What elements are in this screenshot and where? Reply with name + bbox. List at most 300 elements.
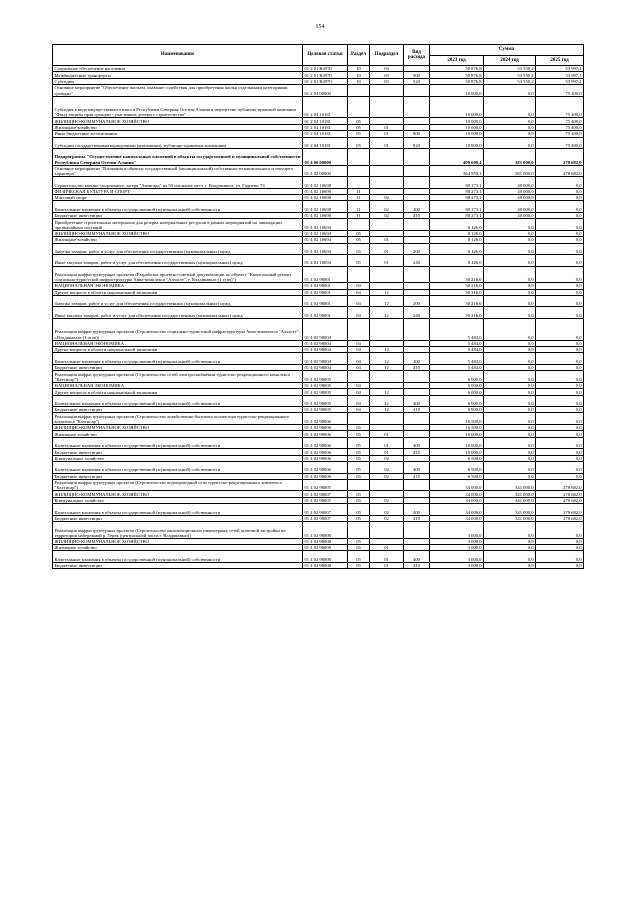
row-sum-2025: 0,0: [536, 395, 584, 407]
row-subsection: 01: [370, 562, 404, 568]
row-article: 01 4 02 98005: [303, 371, 348, 383]
row-sum-2023: 10 000,0: [430, 437, 484, 449]
row-sum-2025: 0,0: [536, 295, 584, 307]
row-sum-2023: 3 000,0: [430, 562, 484, 568]
row-subsection: [370, 479, 404, 491]
row-section: [348, 266, 370, 283]
row-name: Капитальные вложения в объекты государственной (муниципальной) собственности: [53, 201, 303, 213]
row-name: Другие вопросы в области национальной экономики: [53, 289, 303, 295]
row-name: Реализация инфраструктурных проектов (Строительство социально-туристской инфраструктуры Авиа-комплекса "Алхасте", г.Владикавказ (1 этап)): [53, 318, 303, 340]
row-section: 11: [348, 188, 370, 194]
header-2024: 2024 год: [484, 56, 536, 66]
row-subsection: [370, 522, 404, 539]
table-row: [53, 165, 584, 177]
row-name: Строительство военно-спортивного лагеря "Авангард" на 50 спальных мест, г. Владикавказ, ул. Гадиева, 73: [53, 177, 303, 189]
row-name: Бюджетные инвестиции: [53, 473, 303, 479]
row-sum-2025: 0,0: [536, 473, 584, 479]
row-sum-2025: 0,0: [536, 371, 584, 383]
row-section: [348, 149, 370, 166]
row-subsection: 01: [370, 437, 404, 449]
row-sum-2023: 88 273,1: [430, 195, 484, 201]
row-section: 05: [348, 455, 370, 461]
row-section: 04: [348, 389, 370, 395]
row-name: ЖИЛИЩНО-КОММУНАЛЬНОЕ ХОЗЯЙСТВО: [53, 538, 303, 544]
row-expense-type: 200: [404, 243, 430, 255]
row-section: 05: [348, 437, 370, 449]
row-sum-2025: 0,0: [536, 195, 584, 201]
row-sum-2025: 0,0: [536, 424, 584, 430]
row-sum-2025: 0,0: [536, 389, 584, 395]
row-article: 01 4 02 10694: [303, 243, 348, 255]
row-sum-2025: 0,0: [536, 353, 584, 365]
row-subsection: 12: [370, 307, 404, 319]
row-sum-2025: 75 400,0: [536, 137, 584, 149]
row-expense-type: 410: [404, 449, 430, 455]
row-sum-2023: 10 000,0: [430, 96, 484, 118]
row-sum-2025: 278 682,0: [536, 491, 584, 497]
table-row: [53, 551, 584, 563]
row-sum-2024: 0,0: [484, 413, 536, 425]
row-subsection: 03: [370, 72, 404, 78]
row-sum-2025: 75 400,0: [536, 96, 584, 118]
row-section: 04: [348, 353, 370, 365]
row-name: Субсидии: [53, 78, 303, 84]
row-name: Закупка товаров, работ и услуг для обеспечения государственных (муниципальных) нужд: [53, 295, 303, 307]
row-article: 01 4 02 98008: [303, 522, 348, 539]
row-name: Подпрограмма "Осуществление капитальных вложений в объекты государственной и муниципальной собственности Республики Северная Осетия-Алания": [53, 149, 303, 166]
row-sum-2023: 8 126,0: [430, 255, 484, 267]
row-sum-2023: 10 000,0: [430, 124, 484, 130]
row-subsection: 01: [370, 255, 404, 267]
row-sum-2024: 0,0: [484, 243, 536, 255]
row-name: ЖИЛИЩНО-КОММУНАЛЬНОЕ ХОЗЯЙСТВО: [53, 491, 303, 497]
row-sum-2023: 6 500,0: [430, 473, 484, 479]
row-sum-2025: 278 682,0: [536, 479, 584, 491]
row-article: 01 4 02 98004: [303, 340, 348, 346]
row-article: 01 4 02 98006: [303, 462, 348, 474]
row-expense-type: 410: [404, 212, 430, 218]
row-section: 05: [348, 551, 370, 563]
row-sum-2023: 409 608,4: [430, 149, 484, 166]
row-subsection: 02: [370, 195, 404, 201]
row-subsection: 01: [370, 237, 404, 243]
row-name: Бюджетные инвестиции: [53, 449, 303, 455]
row-article: 01 4 02 98004: [303, 318, 348, 340]
row-expense-type: 200: [404, 295, 430, 307]
row-expense-type: [404, 318, 430, 340]
row-expense-type: 240: [404, 255, 430, 267]
row-article: 01 4 02 10694: [303, 255, 348, 267]
row-article: 01 4 02 98008: [303, 562, 348, 568]
row-sum-2025: 0,0: [536, 177, 584, 189]
row-sum-2023: 88 273,1: [430, 188, 484, 194]
row-section: 05: [348, 473, 370, 479]
row-article: 01 4 02 98006: [303, 473, 348, 479]
row-section: 11: [348, 195, 370, 201]
row-sum-2023: 50 876,8: [430, 78, 484, 84]
row-article: 01 4 02 10698: [303, 177, 348, 189]
row-article: 01 2 04 10181: [303, 96, 348, 118]
row-sum-2025: 0,0: [536, 538, 584, 544]
row-section: 10: [348, 72, 370, 78]
row-name: Массовый спорт: [53, 195, 303, 201]
row-section: 04: [348, 340, 370, 346]
row-section: 05: [348, 562, 370, 568]
row-name: Основное мероприятие "Вложения в объекты государственной (муниципальной) собственности капитального и текущего характера": [53, 165, 303, 177]
row-expense-type: [404, 85, 430, 97]
row-name: Другие вопросы в области национальной экономики: [53, 389, 303, 395]
row-expense-type: 400: [404, 353, 430, 365]
row-name: Реализация инфраструктурных проектов (Строительство водопроводной сети туристско-рекреационного комплекса "Кахтисар"): [53, 479, 303, 491]
row-sum-2023: 6 500,0: [430, 455, 484, 461]
row-name: Бюджетные инвестиции: [53, 562, 303, 568]
row-article: 01 4 02 98005: [303, 407, 348, 413]
table-row: [53, 96, 584, 118]
row-article: 01 4 02 98007: [303, 515, 348, 521]
row-subsection: 12: [370, 364, 404, 370]
table-row: [53, 353, 584, 365]
row-sum-2025: 0,0: [536, 455, 584, 461]
row-name: Субсидии государственным корпорациям (компаниям), публично-правовым компаниям: [53, 137, 303, 149]
row-expense-type: 400: [404, 437, 430, 449]
row-sum-2025: 75 400,0: [536, 85, 584, 97]
row-sum-2024: 0,0: [484, 437, 536, 449]
row-sum-2024: 341 000,0: [484, 479, 536, 491]
row-sum-2024: 0,0: [484, 283, 536, 289]
row-article: 01 4 02 10698: [303, 195, 348, 201]
row-sum-2024: 0,0: [484, 255, 536, 267]
header-2025: 2025 год: [536, 56, 584, 66]
row-sum-2025: 0,0: [536, 318, 584, 340]
row-section: 05: [348, 230, 370, 236]
row-sum-2023: 5 484,0: [430, 318, 484, 340]
row-article: 01 4 02 98006: [303, 437, 348, 449]
row-sum-2025: 53 997,1: [536, 66, 584, 72]
row-subsection: 12: [370, 389, 404, 395]
row-sum-2023: 8 126,0: [430, 219, 484, 231]
row-sum-2024: 0,0: [484, 347, 536, 353]
row-name: Социальное обеспечение населения: [53, 66, 303, 72]
row-name: Иные закупки товаров, работ и услуг для обеспечения государственных (муниципальных) нужд: [53, 307, 303, 319]
row-name: Другие вопросы в области национальной экономики: [53, 347, 303, 353]
row-section: 04: [348, 307, 370, 319]
row-article: 01 4 02 98008: [303, 551, 348, 563]
row-sum-2024: 0,0: [484, 522, 536, 539]
row-name: Жилищное хозяйство: [53, 237, 303, 243]
table-row: [53, 243, 584, 255]
row-sum-2024: 0,0: [484, 353, 536, 365]
row-expense-type: 410: [404, 473, 430, 479]
row-section: 05: [348, 255, 370, 267]
row-sum-2023: 5 484,0: [430, 340, 484, 346]
row-sum-2025: 0,0: [536, 562, 584, 568]
row-name: Иные закупки товаров, работ и услуг для обеспечения государственных (муниципальных) нужд: [53, 255, 303, 267]
row-sum-2023: 6 500,0: [430, 462, 484, 474]
row-sum-2025: 0,0: [536, 201, 584, 213]
row-sum-2024: 0,0: [484, 295, 536, 307]
row-subsection: 01: [370, 124, 404, 130]
row-sum-2023: 8 126,0: [430, 230, 484, 236]
row-section: 05: [348, 538, 370, 544]
row-section: [348, 85, 370, 97]
row-sum-2023: 6 000,0: [430, 395, 484, 407]
table-row: [53, 413, 584, 425]
row-sum-2023: 8 126,0: [430, 243, 484, 255]
row-section: [348, 479, 370, 491]
table-row: [53, 395, 584, 407]
row-name: ЖИЛИЩНО-КОММУНАЛЬНОЕ ХОЗЯЙСТВО: [53, 230, 303, 236]
row-sum-2024: 0,0: [484, 449, 536, 455]
row-section: 05: [348, 137, 370, 149]
row-subsection: 12: [370, 347, 404, 353]
row-sum-2023: 34 000,0: [430, 515, 484, 521]
row-expense-type: [404, 96, 430, 118]
row-name: ЖИЛИЩНО-КОММУНАЛЬНОЕ ХОЗЯЙСТВО: [53, 424, 303, 430]
row-sum-2025: 75 400,0: [536, 124, 584, 130]
row-sum-2024: 0,0: [484, 389, 536, 395]
row-expense-type: 410: [404, 515, 430, 521]
row-sum-2025: 278 682,0: [536, 504, 584, 516]
row-article: 01 2 01 R4970: [303, 66, 348, 72]
row-article: 01 4 02 10694: [303, 237, 348, 243]
row-sum-2023: 5 484,0: [430, 347, 484, 353]
row-sum-2025: 0,0: [536, 364, 584, 370]
row-sum-2023: 3 000,0: [430, 551, 484, 563]
table-row: [53, 522, 584, 539]
table-row: [53, 85, 584, 97]
row-sum-2024: 0,0: [484, 462, 536, 474]
row-section: [348, 177, 370, 189]
row-sum-2023: 5 484,0: [430, 364, 484, 370]
row-section: 05: [348, 449, 370, 455]
row-subsection: 02: [370, 473, 404, 479]
table-row: [53, 504, 584, 516]
row-sum-2024: 0,0: [484, 455, 536, 461]
row-sum-2024: 341 000,0: [484, 491, 536, 497]
row-section: 04: [348, 382, 370, 388]
row-article: 01 4 02 98008: [303, 538, 348, 544]
row-sum-2024: 53 550,2: [484, 78, 536, 84]
table-row: [53, 307, 584, 319]
table-row: [53, 201, 584, 213]
row-article: 01 4 02 98001: [303, 307, 348, 319]
header-2023: 2023 год: [430, 56, 484, 66]
row-article: 01 2 04 10181: [303, 131, 348, 137]
row-sum-2024: 0,0: [484, 230, 536, 236]
row-article: 01 4 02 98007: [303, 491, 348, 497]
row-subsection: [370, 96, 404, 118]
row-article: 01 4 02 98001: [303, 295, 348, 307]
row-subsection: 01: [370, 137, 404, 149]
row-sum-2024: 0,0: [484, 237, 536, 243]
row-sum-2023: 30 216,0: [430, 283, 484, 289]
row-sum-2024: 53 550,2: [484, 66, 536, 72]
row-name: ЖИЛИЩНО-КОММУНАЛЬНОЕ ХОЗЯЙСТВО: [53, 118, 303, 124]
row-expense-type: [404, 266, 430, 283]
row-sum-2023: 3 000,0: [430, 538, 484, 544]
row-sum-2024: 0,0: [484, 131, 536, 137]
row-sum-2025: 0,0: [536, 437, 584, 449]
row-sum-2024: 0,0: [484, 551, 536, 563]
row-section: 11: [348, 212, 370, 218]
row-article: 01 2 04 10181: [303, 118, 348, 124]
row-sum-2023: 10 000,0: [430, 449, 484, 455]
row-section: 04: [348, 289, 370, 295]
row-name: Реализация инфраструктурных проектов (Строительство хозяйственно-бытового коллектора туристско-рекреационного комплекса "Кахтисар"): [53, 413, 303, 425]
row-sum-2024: 53 550,2: [484, 72, 536, 78]
row-section: 11: [348, 201, 370, 213]
row-section: 10: [348, 78, 370, 84]
row-sum-2023: 30 216,0: [430, 289, 484, 295]
row-sum-2024: 0,0: [484, 124, 536, 130]
row-expense-type: 500: [404, 72, 430, 78]
row-sum-2025: 75 400,0: [536, 118, 584, 124]
row-sum-2024: 0,0: [484, 96, 536, 118]
table-row: [53, 462, 584, 474]
row-section: 05: [348, 243, 370, 255]
row-subsection: [370, 177, 404, 189]
row-sum-2024: 0,0: [484, 538, 536, 544]
row-subsection: 01: [370, 431, 404, 437]
row-sum-2025: 75 400,0: [536, 131, 584, 137]
row-section: 05: [348, 237, 370, 243]
row-name: Капитальные вложения в объекты государственной (муниципальной) собственности: [53, 437, 303, 449]
row-article: 01 4 02 98007: [303, 479, 348, 491]
row-sum-2023: 88 273,1: [430, 201, 484, 213]
row-section: [348, 371, 370, 383]
row-sum-2024: 40 000,0: [484, 212, 536, 218]
table-row: [53, 318, 584, 340]
row-expense-type: 400: [404, 504, 430, 516]
row-section: 05: [348, 431, 370, 437]
row-sum-2024: 0,0: [484, 289, 536, 295]
row-subsection: [370, 149, 404, 166]
row-section: 04: [348, 407, 370, 413]
row-section: 05: [348, 491, 370, 497]
row-name: Жилищное хозяйство: [53, 545, 303, 551]
row-sum-2025: 0,0: [536, 188, 584, 194]
row-name: Иные бюджетные ассигнования: [53, 131, 303, 137]
row-expense-type: 410: [404, 364, 430, 370]
row-article: 01 4 02 98008: [303, 545, 348, 551]
row-subsection: 02: [370, 462, 404, 474]
row-sum-2023: 34 000,0: [430, 491, 484, 497]
row-sum-2024: 0,0: [484, 395, 536, 407]
row-article: 01 4 02 98001: [303, 266, 348, 283]
row-name: Коммунальное хозяйство: [53, 455, 303, 461]
row-name: Капитальные вложения в объекты государственной (муниципальной) собственности: [53, 504, 303, 516]
row-article: 01 2 04 10181: [303, 124, 348, 130]
row-subsection: 01: [370, 449, 404, 455]
row-sum-2025: 0,0: [536, 407, 584, 413]
row-expense-type: 410: [404, 562, 430, 568]
row-name: Бюджетные инвестиции: [53, 407, 303, 413]
row-article: 01 4 02 10698: [303, 201, 348, 213]
header-subsection: Подраздел: [370, 45, 404, 66]
row-article: 01 4 02 98006: [303, 455, 348, 461]
row-sum-2024: 0,0: [484, 118, 536, 124]
row-sum-2025: 278 682,0: [536, 515, 584, 521]
row-sum-2025: 0,0: [536, 551, 584, 563]
row-name: Закупка товаров, работ и услуг для обеспечения государственных (муниципальных) нужд: [53, 243, 303, 255]
row-sum-2025: 53 997,1: [536, 78, 584, 84]
row-sum-2023: 30 216,0: [430, 307, 484, 319]
row-subsection: [370, 219, 404, 231]
row-sum-2023: 6 000,0: [430, 371, 484, 383]
row-section: [348, 522, 370, 539]
row-name: Жилищное хозяйство: [53, 431, 303, 437]
row-section: [348, 318, 370, 340]
row-name: Межбюджетные трансферты: [53, 72, 303, 78]
row-sum-2024: 0,0: [484, 266, 536, 283]
row-article: 01 4 02 98005: [303, 389, 348, 395]
row-article: 01 4 02 98006: [303, 449, 348, 455]
row-sum-2025: 0,0: [536, 431, 584, 437]
row-section: [348, 96, 370, 118]
row-article: 01 4 00 00000: [303, 149, 348, 166]
row-subsection: 02: [370, 497, 404, 503]
row-subsection: 02: [370, 455, 404, 461]
row-sum-2024: 0,0: [484, 562, 536, 568]
row-article: 01 4 02 98006: [303, 413, 348, 425]
row-sum-2023: 6 000,0: [430, 407, 484, 413]
row-sum-2024: 40 000,0: [484, 188, 536, 194]
header-section: Раздел: [348, 45, 370, 66]
row-sum-2024: 341 000,0: [484, 504, 536, 516]
row-section: 05: [348, 462, 370, 474]
row-expense-type: 240: [404, 307, 430, 319]
row-subsection: 02: [370, 212, 404, 218]
row-sum-2025: 0,0: [536, 340, 584, 346]
table-row: [53, 266, 584, 283]
budget-table: [52, 44, 584, 569]
row-name: НАЦИОНАЛЬНАЯ ЭКОНОМИКА: [53, 382, 303, 388]
row-section: [348, 165, 370, 177]
row-sum-2023: 5 484,0: [430, 353, 484, 365]
table-row: [53, 137, 584, 149]
row-subsection: 12: [370, 395, 404, 407]
row-section: 04: [348, 395, 370, 407]
table-body: [53, 66, 584, 569]
row-section: 05: [348, 504, 370, 516]
table-row: [53, 295, 584, 307]
row-sum-2025: 0,0: [536, 230, 584, 236]
row-subsection: [370, 413, 404, 425]
row-sum-2025: 0,0: [536, 307, 584, 319]
row-subsection: [370, 165, 404, 177]
row-expense-type: [404, 413, 430, 425]
row-sum-2024: 0,0: [484, 318, 536, 340]
row-expense-type: [404, 479, 430, 491]
table-row: [53, 219, 584, 231]
row-sum-2024: 0,0: [484, 340, 536, 346]
row-article: 01 4 02 98006: [303, 424, 348, 430]
row-sum-2023: 8 126,0: [430, 237, 484, 243]
row-sum-2025: 0,0: [536, 449, 584, 455]
row-name: Коммунальное хозяйство: [53, 497, 303, 503]
row-sum-2023: 50 876,8: [430, 72, 484, 78]
row-subsection: [370, 371, 404, 383]
row-name: Основное мероприятие "Обеспечение жильем, оказание содействия для приобретения жилья отдельными категориями граждан": [53, 85, 303, 97]
row-sum-2024: 341 000,0: [484, 515, 536, 521]
row-sum-2025: 0,0: [536, 243, 584, 255]
table-row: [53, 149, 584, 166]
row-article: 01 4 02 98005: [303, 382, 348, 388]
row-sum-2024: 0,0: [484, 137, 536, 149]
row-article: 01 2 01 R4970: [303, 72, 348, 78]
row-name: Бюджетные инвестиции: [53, 212, 303, 218]
row-sum-2023: 10 000,0: [430, 131, 484, 137]
